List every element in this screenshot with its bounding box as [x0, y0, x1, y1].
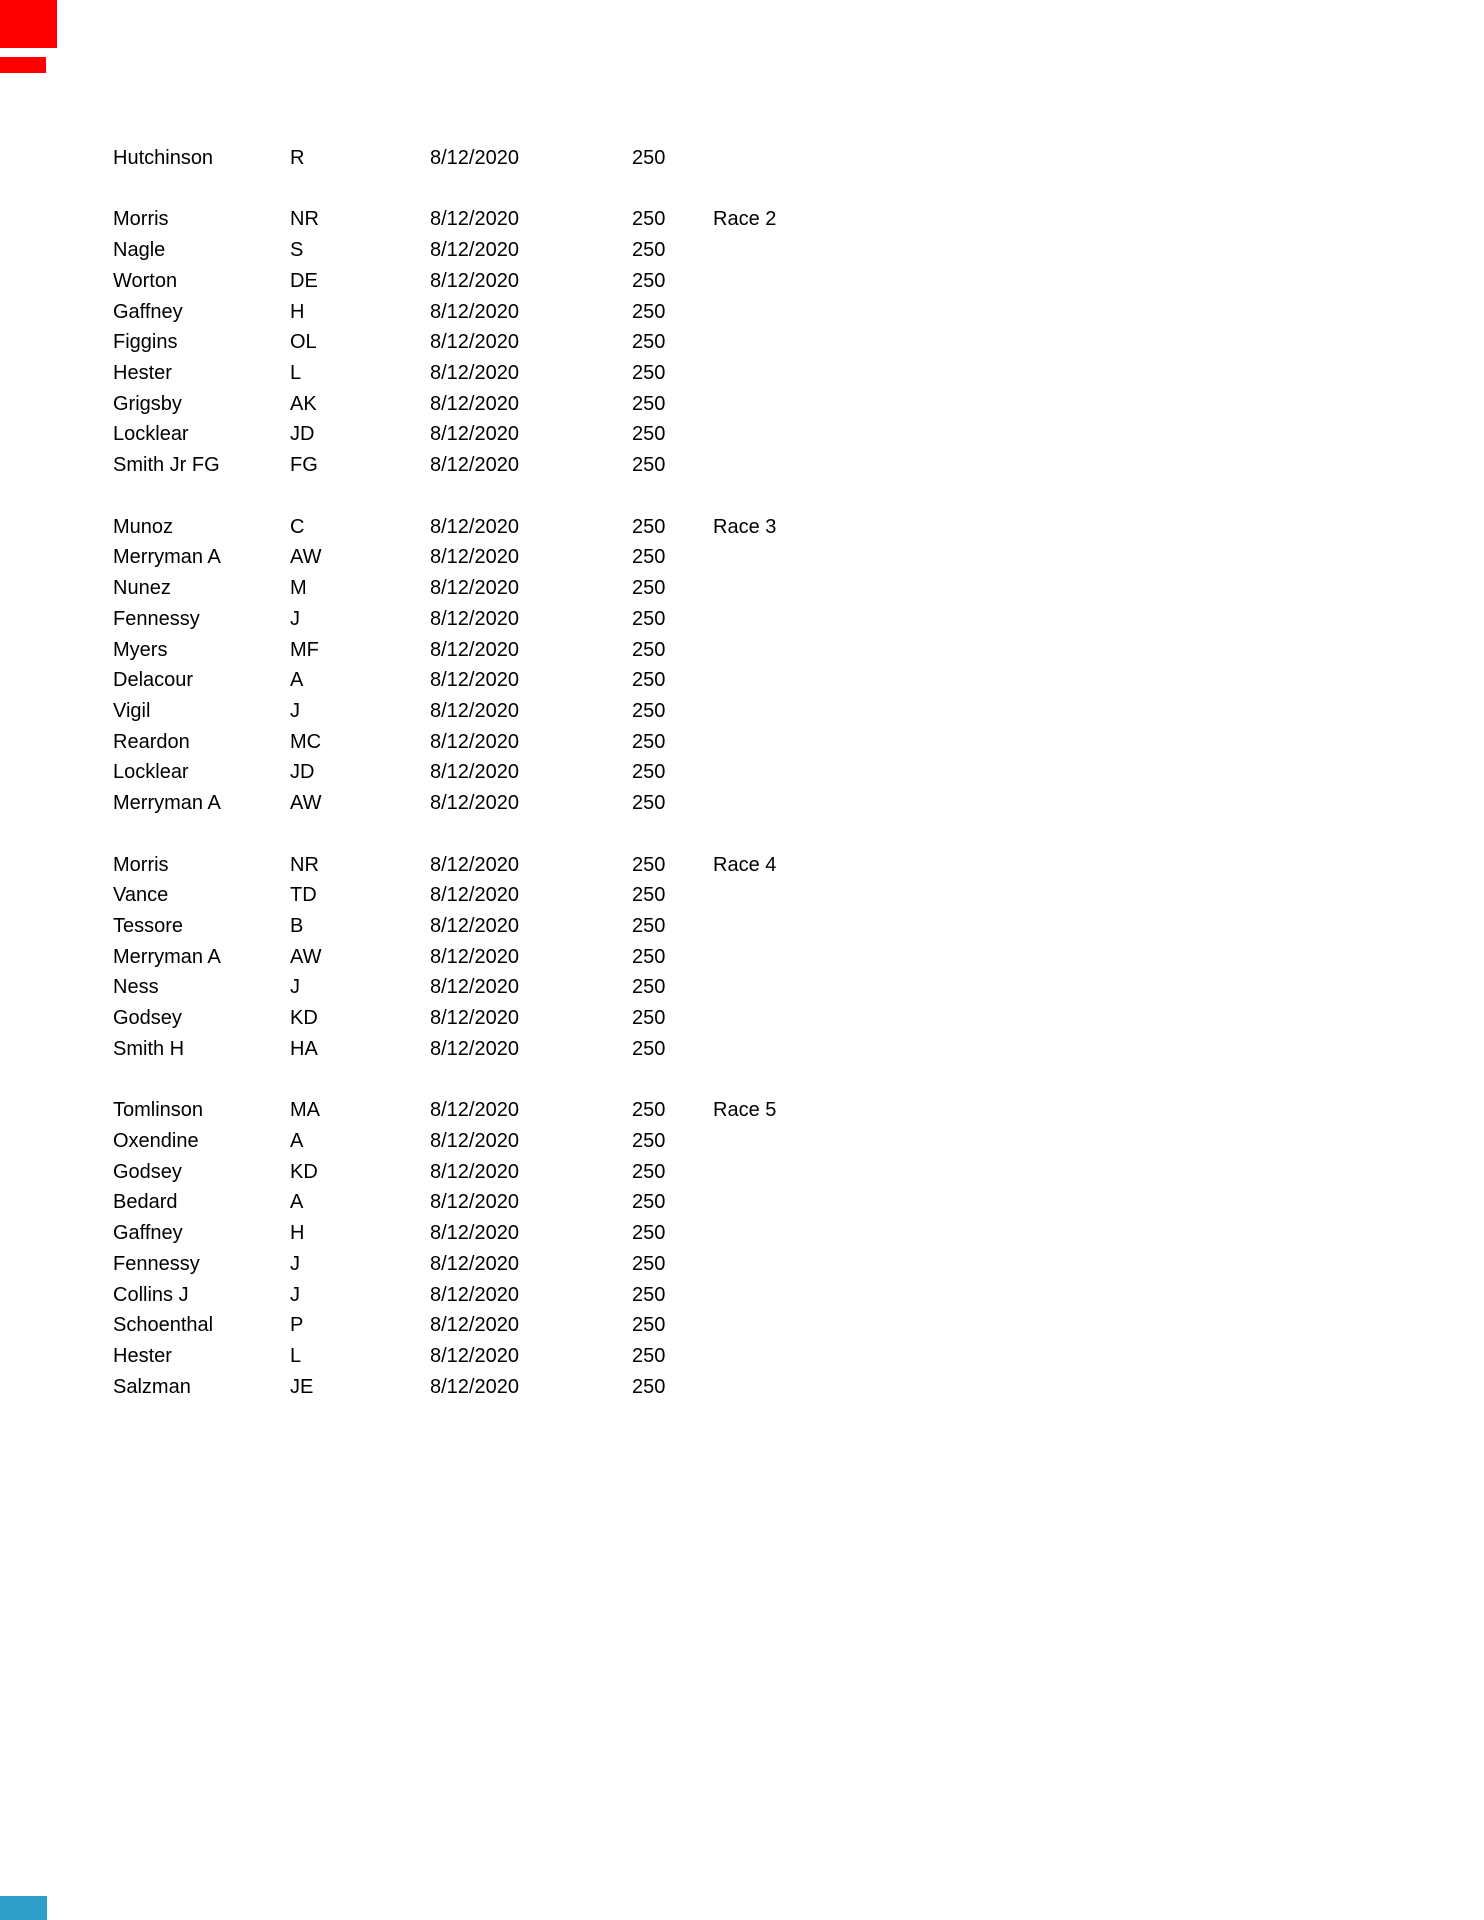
cell-initials: MA — [290, 1099, 320, 1122]
table-row — [113, 419, 933, 450]
cell-date: 8/12/2020 — [430, 1252, 519, 1275]
cell-amount: 250 — [632, 884, 666, 907]
cell-name: Collins J — [113, 1283, 189, 1306]
cell-amount: 250 — [632, 1191, 666, 1214]
cell-name: Fennessy — [113, 1252, 200, 1275]
cell-race — [713, 573, 933, 604]
cell-date — [430, 1065, 632, 1096]
table-row — [113, 143, 933, 174]
cell-initials: L — [290, 362, 302, 385]
table-row — [113, 327, 933, 358]
cell-initials — [290, 481, 430, 512]
cell-initials: J — [290, 976, 300, 999]
cell-initials: L — [290, 1345, 302, 1368]
table-row — [113, 635, 933, 666]
cell-name: Grigsby — [113, 392, 182, 415]
table-row — [113, 880, 933, 911]
cell-race — [713, 1218, 933, 1249]
cell-amount — [632, 819, 713, 850]
cell-amount: 250 — [632, 853, 666, 876]
cell-initials — [290, 1065, 430, 1096]
cell-date: 8/12/2020 — [430, 1345, 519, 1368]
cell-race — [713, 481, 933, 512]
cell-name — [113, 1065, 290, 1096]
cell-amount: 250 — [632, 1130, 666, 1152]
cell-amount: 250 — [632, 269, 666, 292]
cell-name: Myers — [113, 638, 168, 661]
cell-name: Godsey — [113, 1007, 182, 1030]
cell-race — [713, 389, 933, 420]
table-row — [113, 389, 933, 420]
table-row — [113, 1310, 933, 1341]
cell-race — [713, 880, 933, 911]
cell-amount: 250 — [632, 945, 666, 968]
cell-initials: KD — [290, 1007, 318, 1030]
cell-date: 8/12/2020 — [430, 761, 519, 784]
cell-name: Delacour — [113, 669, 194, 692]
cell-initials: OL — [290, 331, 317, 354]
cell-name: Locklear — [113, 423, 189, 446]
cell-amount: 250 — [632, 1345, 666, 1368]
cell-date: 8/12/2020 — [430, 1099, 519, 1122]
cell-name: Smith H — [113, 1037, 185, 1060]
cell-name: Hester — [113, 362, 172, 385]
cell-date: 8/12/2020 — [430, 853, 519, 876]
cell-date: 8/12/2020 — [430, 147, 519, 169]
cell-race — [713, 1003, 933, 1034]
cell-name — [113, 174, 290, 205]
cell-initials: R — [290, 147, 305, 169]
cell-initials — [290, 174, 430, 205]
cell-date — [430, 819, 632, 850]
cell-name: Reardon — [113, 730, 190, 753]
cell-date: 8/12/2020 — [430, 239, 519, 262]
table-row — [113, 1003, 933, 1034]
table-row — [113, 266, 933, 297]
cell-initials: HA — [290, 1037, 318, 1060]
table-row — [113, 450, 933, 481]
cell-name: Bedard — [113, 1191, 178, 1214]
cell-initials: JD — [290, 423, 315, 446]
cell-amount: 250 — [632, 1160, 666, 1183]
table-row — [113, 1280, 933, 1311]
cell-initials: AW — [290, 945, 322, 968]
cell-initials: JE — [290, 1375, 314, 1398]
cell-name: Gaffney — [113, 300, 183, 323]
top-left-red-block — [0, 0, 57, 48]
cell-initials: H — [290, 300, 305, 323]
cell-name: Figgins — [113, 331, 178, 354]
cell-race — [713, 1187, 933, 1218]
cell-amount: 250 — [632, 392, 666, 415]
cell-amount: 250 — [632, 761, 666, 784]
cell-date: 8/12/2020 — [430, 1130, 519, 1152]
cell-initials: AK — [290, 392, 317, 415]
cell-amount: 250 — [632, 423, 666, 446]
table-row — [113, 1065, 933, 1096]
table-row — [113, 757, 933, 788]
cell-date: 8/12/2020 — [430, 423, 519, 446]
table-row — [113, 665, 933, 696]
table-row — [113, 204, 933, 235]
cell-name: Salzman — [113, 1375, 191, 1398]
cell-date: 8/12/2020 — [430, 1007, 519, 1030]
cell-initials: H — [290, 1222, 305, 1245]
cell-amount — [632, 481, 713, 512]
cell-race — [713, 1157, 933, 1188]
cell-race — [713, 542, 933, 573]
cell-amount: 250 — [632, 208, 666, 231]
table-row — [113, 358, 933, 389]
cell-date: 8/12/2020 — [430, 331, 519, 354]
cell-initials: J — [290, 1283, 300, 1306]
table-row — [113, 1187, 933, 1218]
cell-amount: 250 — [632, 515, 666, 538]
cell-initials: P — [290, 1314, 304, 1337]
cell-date: 8/12/2020 — [430, 638, 519, 661]
cell-initials: NR — [290, 853, 319, 876]
cell-initials: FG — [290, 454, 318, 477]
cell-race — [713, 327, 933, 358]
cell-amount: 250 — [632, 730, 666, 753]
cell-race — [713, 788, 933, 819]
cell-amount: 250 — [632, 1099, 666, 1122]
cell-initials: JD — [290, 761, 315, 784]
table-row — [113, 1372, 933, 1403]
cell-name: Nunez — [113, 577, 171, 600]
cell-date: 8/12/2020 — [430, 1222, 519, 1245]
cell-race — [713, 727, 933, 758]
cell-initials: S — [290, 239, 304, 262]
cell-name: Fennessy — [113, 607, 200, 630]
table-row — [113, 911, 933, 942]
cell-race: Race 5 — [713, 1099, 777, 1122]
cell-name: Worton — [113, 269, 178, 292]
cell-amount: 250 — [632, 454, 666, 477]
cell-initials: A — [290, 669, 304, 692]
cell-amount: 250 — [632, 669, 666, 692]
cell-date: 8/12/2020 — [430, 362, 519, 385]
cell-date: 8/12/2020 — [430, 454, 519, 477]
cell-amount: 250 — [632, 1037, 666, 1060]
cell-race — [713, 972, 933, 1003]
top-left-red-strip — [0, 57, 46, 73]
table-row — [113, 1218, 933, 1249]
cell-race — [713, 665, 933, 696]
cell-name: Merryman A — [113, 546, 221, 569]
table-row — [113, 972, 933, 1003]
table-row — [113, 235, 933, 266]
cell-date: 8/12/2020 — [430, 515, 519, 538]
cell-date: 8/12/2020 — [430, 730, 519, 753]
cell-race — [713, 819, 933, 850]
cell-amount — [632, 174, 713, 205]
table-row — [113, 297, 933, 328]
cell-amount: 250 — [632, 546, 666, 569]
cell-amount: 250 — [632, 976, 666, 999]
table-row — [113, 542, 933, 573]
cell-race — [713, 1249, 933, 1280]
cell-name: Godsey — [113, 1160, 182, 1183]
cell-race — [713, 143, 933, 174]
table-row — [113, 174, 933, 205]
roster-table — [113, 143, 933, 1402]
cell-race — [713, 757, 933, 788]
cell-race — [713, 635, 933, 666]
cell-date: 8/12/2020 — [430, 945, 519, 968]
cell-race — [713, 174, 933, 205]
cell-date: 8/12/2020 — [430, 1314, 519, 1337]
cell-amount: 250 — [632, 914, 666, 937]
cell-initials: J — [290, 1252, 300, 1275]
cell-date: 8/12/2020 — [430, 699, 519, 722]
cell-name: Ness — [113, 976, 159, 999]
cell-race: Race 3 — [713, 515, 777, 538]
cell-date: 8/12/2020 — [430, 914, 519, 937]
cell-race: Race 2 — [713, 208, 777, 231]
cell-name: Morris — [113, 853, 169, 876]
cell-race: Race 4 — [713, 853, 777, 876]
cell-date: 8/12/2020 — [430, 976, 519, 999]
cell-date: 8/12/2020 — [430, 269, 519, 292]
cell-race — [713, 911, 933, 942]
cell-initials: J — [290, 699, 300, 722]
cell-date: 8/12/2020 — [430, 1160, 519, 1183]
table-row — [113, 512, 933, 543]
cell-initials: NR — [290, 208, 319, 231]
cell-amount: 250 — [632, 1007, 666, 1030]
cell-initials: AW — [290, 792, 322, 815]
cell-amount: 250 — [632, 147, 666, 169]
cell-amount: 250 — [632, 607, 666, 630]
cell-race — [713, 266, 933, 297]
cell-date: 8/12/2020 — [430, 546, 519, 569]
cell-name: Smith Jr FG — [113, 454, 220, 477]
cell-name: Morris — [113, 208, 169, 231]
cell-initials: TD — [290, 884, 317, 907]
cell-race — [713, 1372, 933, 1403]
cell-date: 8/12/2020 — [430, 1375, 519, 1398]
cell-initials: MF — [290, 638, 319, 661]
cell-name: Hutchinson — [113, 147, 214, 169]
cell-race — [713, 1034, 933, 1065]
table-row — [113, 942, 933, 973]
table-row — [113, 1249, 933, 1280]
cell-initials: AW — [290, 546, 322, 569]
cell-amount: 250 — [632, 1222, 666, 1245]
cell-date: 8/12/2020 — [430, 884, 519, 907]
cell-race — [713, 297, 933, 328]
cell-initials: J — [290, 607, 300, 630]
table-row — [113, 1095, 933, 1126]
cell-name: Merryman A — [113, 945, 221, 968]
table-row — [113, 696, 933, 727]
cell-race — [713, 604, 933, 635]
cell-amount: 250 — [632, 1283, 666, 1306]
cell-name: Tomlinson — [113, 1099, 204, 1122]
cell-name: Tessore — [113, 914, 184, 937]
cell-amount: 250 — [632, 1252, 666, 1275]
cell-initials: A — [290, 1191, 304, 1214]
cell-initials: MC — [290, 730, 322, 753]
cell-name: Hester — [113, 1345, 172, 1368]
cell-name: Schoenthal — [113, 1314, 214, 1337]
cell-race — [713, 1341, 933, 1372]
cell-name: Vance — [113, 884, 169, 907]
cell-name: Merryman A — [113, 792, 221, 815]
cell-date: 8/12/2020 — [430, 792, 519, 815]
cell-date: 8/12/2020 — [430, 392, 519, 415]
cell-name: Nagle — [113, 239, 166, 262]
cell-name — [113, 481, 290, 512]
cell-amount: 250 — [632, 638, 666, 661]
table-row — [113, 1157, 933, 1188]
table-row — [113, 727, 933, 758]
table-row — [113, 604, 933, 635]
cell-amount — [632, 1065, 713, 1096]
table-row — [113, 850, 933, 881]
cell-race — [713, 696, 933, 727]
table-row — [113, 481, 933, 512]
cell-race — [713, 1280, 933, 1311]
cell-race — [713, 235, 933, 266]
cell-amount: 250 — [632, 699, 666, 722]
cell-date: 8/12/2020 — [430, 577, 519, 600]
cell-race — [713, 450, 933, 481]
cell-amount: 250 — [632, 239, 666, 262]
cell-amount: 250 — [632, 300, 666, 323]
table-row — [113, 573, 933, 604]
bottom-left-teal-block — [0, 1896, 47, 1920]
cell-initials: KD — [290, 1160, 318, 1183]
cell-amount: 250 — [632, 1314, 666, 1337]
table-row — [113, 819, 933, 850]
cell-amount: 250 — [632, 1375, 666, 1398]
table-row — [113, 1126, 933, 1157]
cell-amount: 250 — [632, 362, 666, 385]
cell-amount: 250 — [632, 577, 666, 600]
cell-race — [713, 1310, 933, 1341]
table-row — [113, 788, 933, 819]
cell-name: Oxendine — [113, 1130, 199, 1152]
cell-date: 8/12/2020 — [430, 208, 519, 231]
cell-date: 8/12/2020 — [430, 1191, 519, 1214]
cell-initials: A — [290, 1130, 304, 1152]
cell-date — [430, 174, 632, 205]
cell-initials: M — [290, 577, 307, 600]
cell-date: 8/12/2020 — [430, 669, 519, 692]
cell-name: Locklear — [113, 761, 189, 784]
cell-amount: 250 — [632, 792, 666, 815]
cell-initials: C — [290, 515, 305, 538]
table-row — [113, 1034, 933, 1065]
cell-initials — [290, 819, 430, 850]
cell-date: 8/12/2020 — [430, 607, 519, 630]
cell-name: Vigil — [113, 699, 151, 722]
cell-initials: B — [290, 914, 304, 937]
cell-name: Gaffney — [113, 1222, 183, 1245]
cell-name: Munoz — [113, 515, 174, 538]
cell-name — [113, 819, 290, 850]
cell-date — [430, 481, 632, 512]
cell-date: 8/12/2020 — [430, 1037, 519, 1060]
cell-race — [713, 419, 933, 450]
cell-date: 8/12/2020 — [430, 1283, 519, 1306]
cell-race — [713, 358, 933, 389]
cell-race — [713, 1065, 933, 1096]
cell-initials: DE — [290, 269, 318, 292]
cell-race — [713, 942, 933, 973]
cell-race — [713, 1126, 933, 1157]
cell-amount: 250 — [632, 331, 666, 354]
cell-date: 8/12/2020 — [430, 300, 519, 323]
table-row — [113, 1341, 933, 1372]
